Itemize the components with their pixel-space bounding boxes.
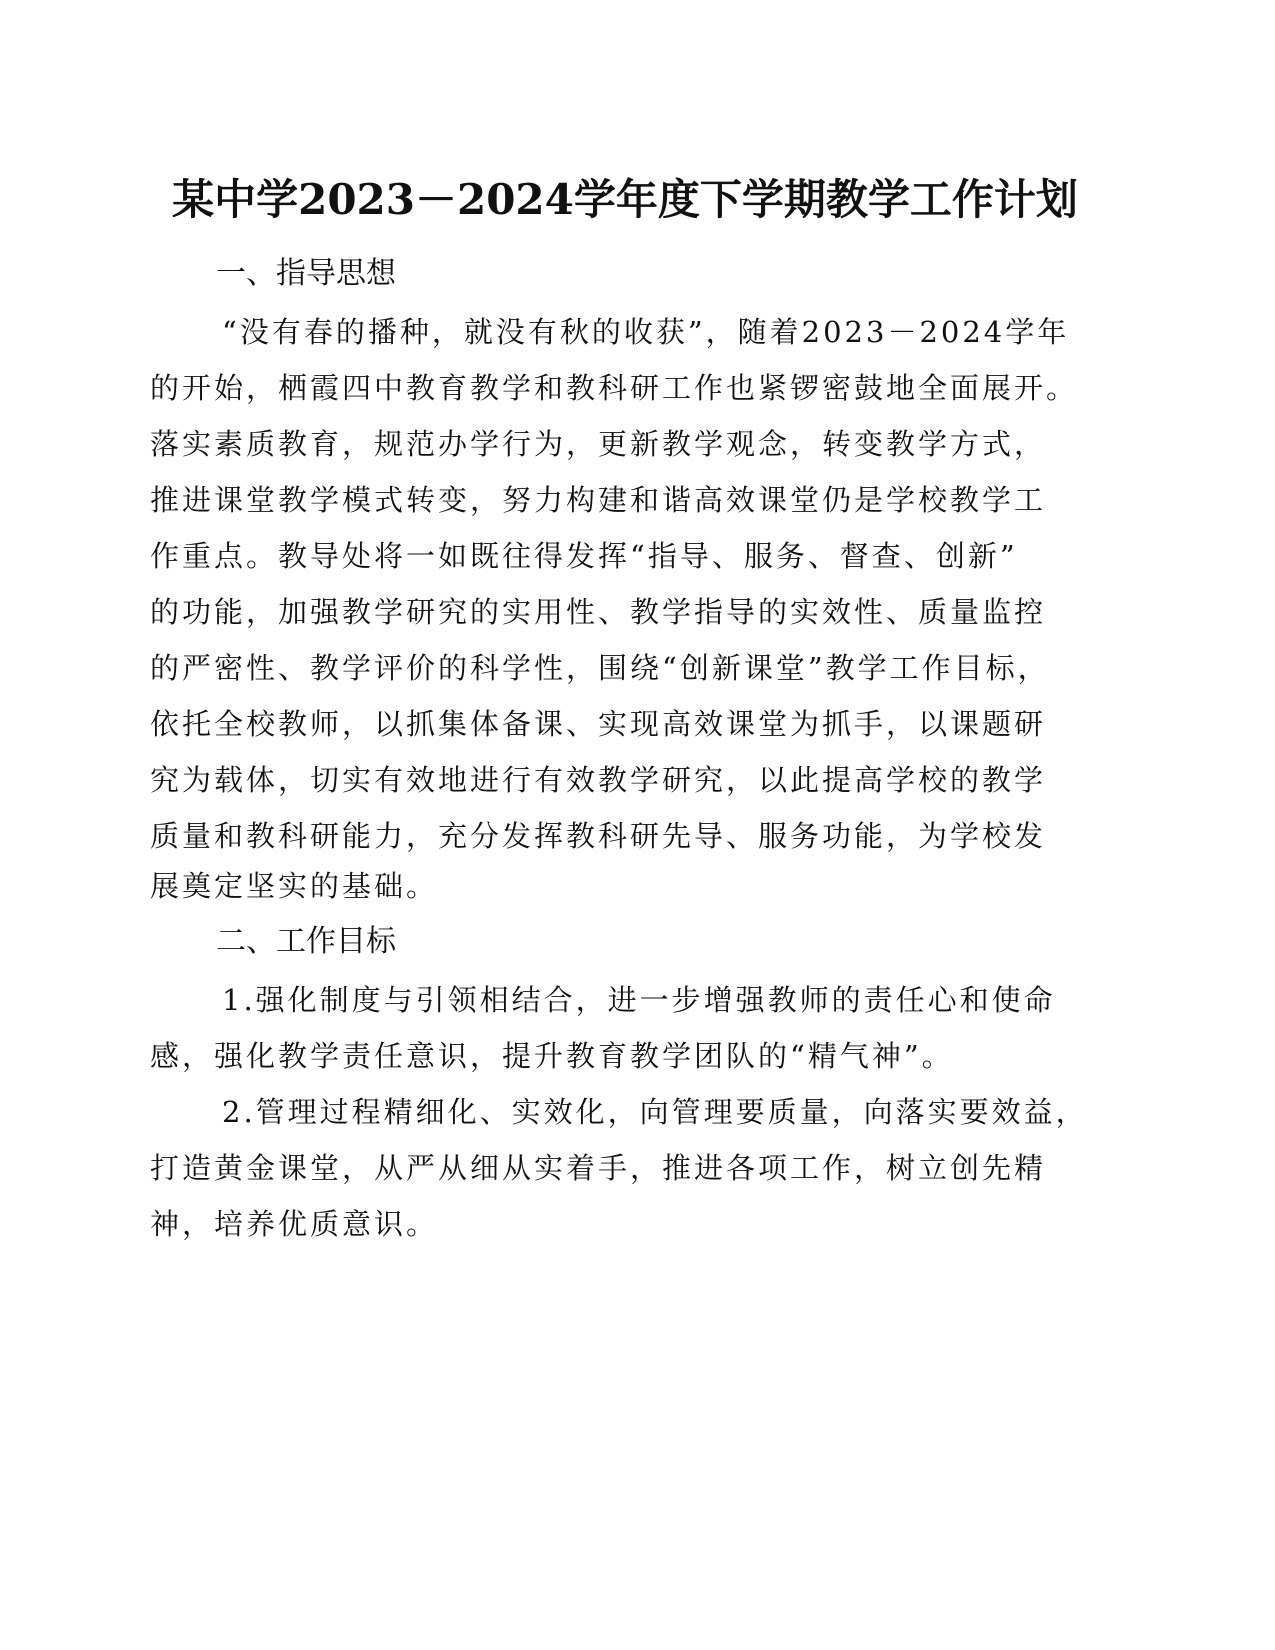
paragraph-line: 的功能，加强教学研究的实用性、教学指导的实效性、质量监控 — [150, 595, 1047, 629]
section-heading-work-goals: 二、工作目标 — [216, 924, 396, 959]
goal-item-1-line: 感，强化教学责任意识，提升教育教学团队的“精气神”。 — [150, 1039, 954, 1073]
goal-item-2-line: 打造黄金课堂，从严从细从实着手，推进各项工作，树立创先精 — [150, 1151, 1047, 1185]
paragraph-line: “没有春的播种，就没有秋的收获”，随着2023－2024学年 — [222, 315, 1070, 349]
paragraph-line: 推进课堂教学模式转变，努力构建和谐高效课堂仍是学校教学工 — [150, 483, 1047, 517]
paragraph-line: 作重点。教导处将一如既往得发挥“指导、服务、督查、创新” — [150, 539, 1018, 573]
paragraph-line: 落实素质教育，规范办学行为，更新教学观念，转变教学方式， — [150, 427, 1047, 461]
document-title: 某中学2023－2024学年度下学期教学工作计划 — [172, 175, 1078, 224]
paragraph-line: 质量和教科研能力，充分发挥教科研先导、服务功能，为学校发 — [150, 819, 1047, 853]
section-heading-guiding-ideology: 一、指导思想 — [216, 256, 396, 291]
paragraph-line: 的开始，栖霞四中教育教学和教科研工作也紧锣密鼓地全面展开。 — [150, 371, 1079, 405]
goal-item-1-line: 1.强化制度与引领相结合，进一步增强教师的责任心和使命 — [222, 983, 1056, 1017]
goal-item-2-line: 神，培养优质意识。 — [150, 1207, 439, 1241]
goal-item-2-line: 2.管理过程精细化、实效化，向管理要质量，向落实要效益， — [222, 1095, 1088, 1129]
paragraph-line: 究为载体，切实有效地进行有效教学研究，以此提高学校的教学 — [150, 763, 1047, 797]
paragraph-line: 的严密性、教学评价的科学性，围绕“创新课堂”教学工作目标， — [150, 651, 1050, 685]
paragraph-line: 展奠定坚实的基础。 — [150, 869, 439, 903]
paragraph-line: 依托全校教师，以抓集体备课、实现高效课堂为抓手，以课题研 — [150, 707, 1047, 741]
